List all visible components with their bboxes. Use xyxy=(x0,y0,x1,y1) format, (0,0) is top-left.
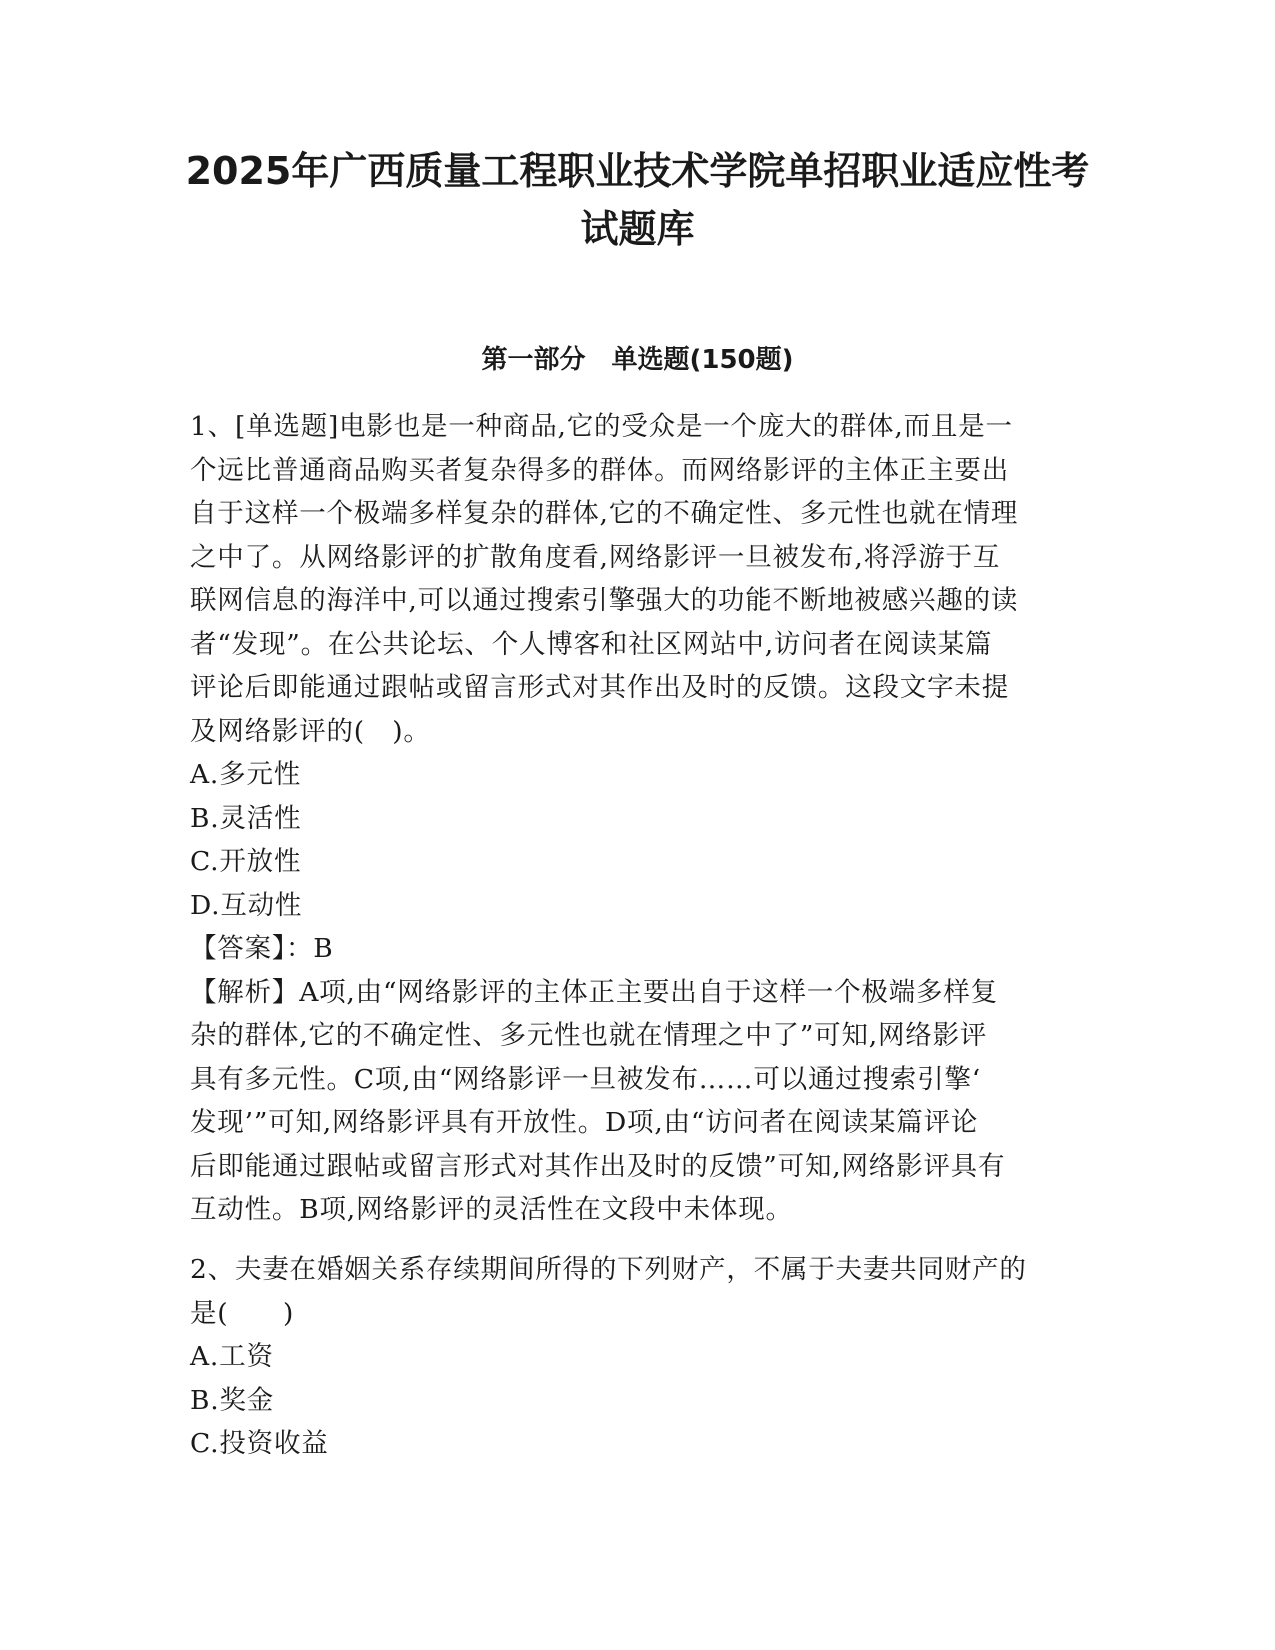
stem-line: 2、夫妻在婚姻关系存续期间所得的下列财产，不属于夫妻共同财产的 xyxy=(190,1254,1027,1285)
stem-line: 评论后即能通过跟帖或留言形式对其作出及时的反馈。这段文字未提 xyxy=(190,672,1009,703)
option-a: A.工资 xyxy=(190,1341,274,1372)
question-stem xyxy=(190,405,1075,753)
answer: 【答案】：B xyxy=(190,933,334,964)
analysis xyxy=(190,971,1075,1232)
option-b: B.奖金 xyxy=(190,1384,275,1416)
stem-line: 之中了。从网络影评的扩散角度看,网络影评一旦被发布,将浮游于互 xyxy=(190,541,1001,573)
question-1 xyxy=(190,405,1075,1232)
stem-line: 者“发现”。在公共论坛、个人博客和社区网站中,访问者在阅读某篇 xyxy=(190,628,993,660)
stem-line: 是( ) xyxy=(190,1297,295,1329)
analysis-line: 杂的群体,它的不确定性、多元性也就在情理之中了”可知,网络影评 xyxy=(190,1020,988,1051)
stem-line: 个远比普通商品购买者复杂得多的群体。而网络影评的主体正主要出 xyxy=(190,454,1009,486)
analysis-line: 具有多元性。C项,由“网络影评一旦被发布……可以通过搜索引擎‘ xyxy=(190,1063,981,1095)
option-d: D.互动性 xyxy=(190,889,303,921)
option-list xyxy=(190,753,1075,927)
analysis-line: 【解析】A项,由“网络影评的主体正主要出自于这样一个极端多样复 xyxy=(190,976,998,1008)
analysis-line: 后即能通过跟帖或留言形式对其作出及时的反馈”可知,网络影评具有 xyxy=(190,1150,1006,1182)
option-a: A.多元性 xyxy=(190,759,302,790)
question-stem xyxy=(190,1248,1075,1335)
stem-line: 1、[单选题]电影也是一种商品,它的受众是一个庞大的群体,而且是一 xyxy=(190,411,1013,442)
stem-line: 及网络影评的( )。 xyxy=(190,715,431,747)
analysis-line: 互动性。B项,网络影评的灵活性在文段中未体现。 xyxy=(190,1194,793,1225)
question-2 xyxy=(190,1248,1075,1466)
option-list xyxy=(190,1335,1075,1466)
option-c: C.投资收益 xyxy=(190,1428,329,1459)
option-b: B.灵活性 xyxy=(190,802,302,834)
title-line: 试题库 xyxy=(580,207,695,251)
document-title xyxy=(150,142,1125,258)
section-heading: 第一部分 单选题(150题) xyxy=(481,345,794,375)
analysis-line: 发现’”可知,网络影评具有开放性。D项,由“访问者在阅读某篇评论 xyxy=(190,1107,979,1138)
stem-line: 联网信息的海洋中,可以通过搜索引擎强大的功能不断地被感兴趣的读 xyxy=(190,585,1019,616)
title-line: 2025年广西质量工程职业技术学院单招职业适应性考 xyxy=(185,149,1090,193)
stem-line: 自于这样一个极端多样复杂的群体,它的不确定性、多元性也就在情理 xyxy=(190,498,1019,529)
option-c: C.开放性 xyxy=(190,846,302,877)
